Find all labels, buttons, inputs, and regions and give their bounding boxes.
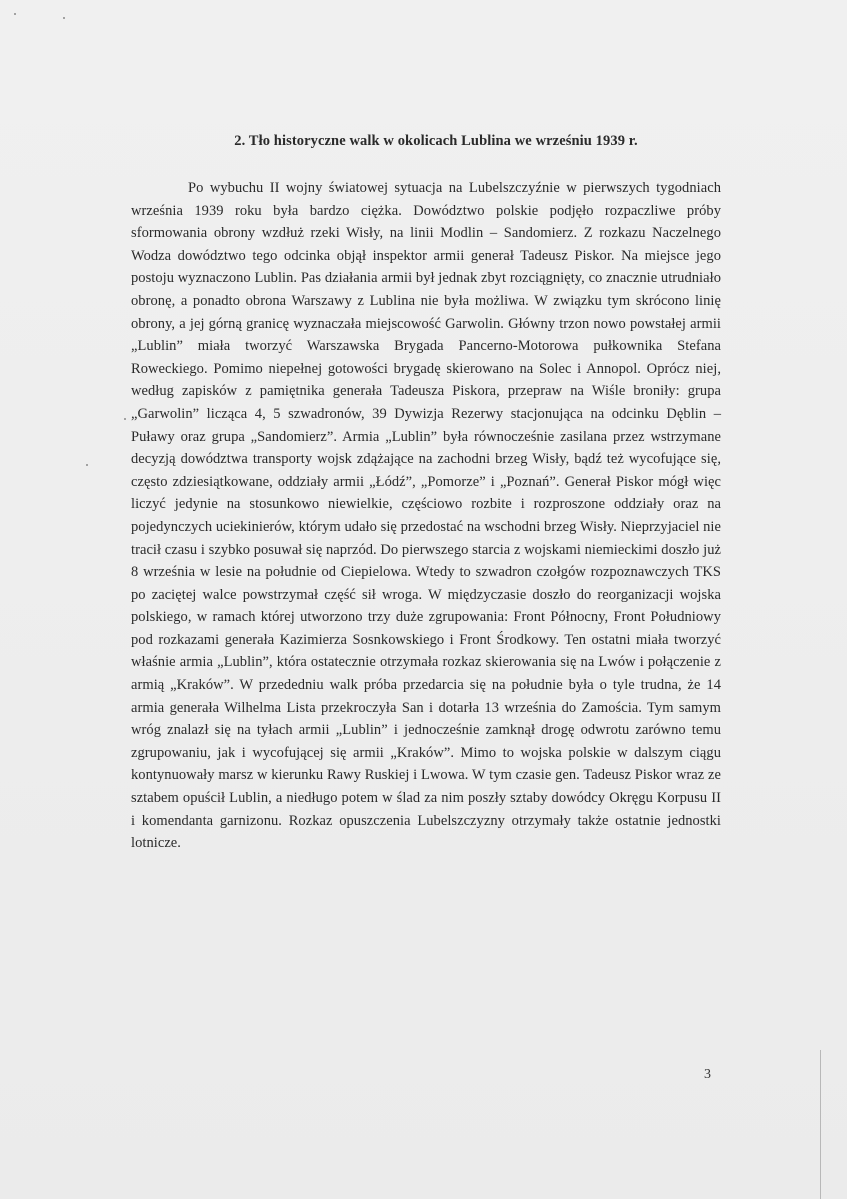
scan-speck [86,464,88,466]
document-content [131,130,721,855]
scan-edge-line [820,1050,821,1199]
section-heading: 2. Tło historyczne walk w okolicach Lublina we wrześniu 1939 r. [234,133,638,149]
body-paragraph: Po wybuchu II wojny światowej sytuacja na Lubelszczyźnie w pierwszych tygodniach września 1939 roku była bardzo ciężka. Dowództwo polskie podjęło rozpaczliwe próby sformowania obrony wzdłuż rzeki Wisły, na linii Modlin – Sandomierz. Z rozkazu Naczelnego Wodza dowództwo tego odcinka objął inspektor armii generał Tadeusz Piskor. Na miejsce jego postoju wyznaczono Lublin. Pas działania armii był jednak zbyt rozciągnięty, co znacznie utrudniało obronę, a ponadto obrona Warszawy z Lublina nie była możliwa. W związku tym skrócono linię obrony, a jej górną granicę wyznaczała miejscowość Garwolin. Główny trzon nowo powstałej armii „Lublin” miała tworzyć Warszawska Brygada Pancerno-Motorowa pułkownika Stefana Roweckiego. Pomimo niepełnej gotowości brygadę skierowano na Solec i Annopol. Oprócz niej, według zapisków z pamiętnika generała Tadeusza Piskora, przepraw na Wiśle broniły: grupa „Garwolin” licząca 4, 5 szwadronów, 39 Dywizja Rezerwy stacjonująca na odcinku Dęblin – Puławy oraz grupa „Sandomierz”. Armia „Lublin” była równocześnie zasilana przez wstrzymane decyzją dowództwa transporty wojsk zdążające na zachodni brzeg Wisły, bądź też wycofujące się, często zdziesiątkowane, oddziały armii „Łódź”, „Pomorze” i „Poznań”. Generał Piskor mógł więc liczyć jedynie na stosunkowo niewielkie, częściowo rozbite i rozproszone oddziały oraz na pojedynczych uciekinierów, którym udało się przedostać na wschodni brzeg Wisły. Nieprzyjaciel nie tracił czasu i szybko posuwał się naprzód. Do pierwszego starcia z wojskami niemieckimi doszło już 8 września w lesie na południe od Ciepielowa. Wtedy to szwadron czołgów rozpoznawczych TKS po zaciętej walce powstrzymał część sił wroga. W międzyczasie doszło do reorganizacji wojska polskiego, w ramach której utworzono trzy duże zgrupowania: Front Północny, Front Południowy pod rozkazami generała Kazimierza Sosnkowskiego i Front Środkowy. Ten ostatni miała tworzyć właśnie armia „Lublin”, która ostatecznie otrzymała rozkaz skierowania się na Lwów i połączenie z armią „Kraków”. W przededniu walk próba przedarcia się na południe była o tyle trudna, że 14 armia generała Wilhelma Lista przekroczyła San i dotarła 13 września do Zamościa. Tym samym wróg znalazł się na tyłach armii „Lublin” i jednocześnie zamknął drogę odwrotu zarówno temu zgrupowaniu, jak i wycofującej się armii „Kraków”. Mimo to wojska polskie w dalszym ciągu kontynuowały marsz w kierunku Rawy Ruskiej i Lwowa. W tym czasie gen. Tadeusz Piskor wraz ze sztabem opuścił Lublin, a niedługo potem w ślad za nim poszły sztaby dowódcy Okręgu Korpusu II i komendanta garnizonu. Rozkaz opuszczenia Lubelszczyzny otrzymały także ostatnie jednostki lotnicze. [131,180,721,852]
scan-speck [63,17,65,19]
scan-speck [124,418,126,420]
page-number: 3 [704,1067,711,1082]
scan-speck [14,13,16,15]
